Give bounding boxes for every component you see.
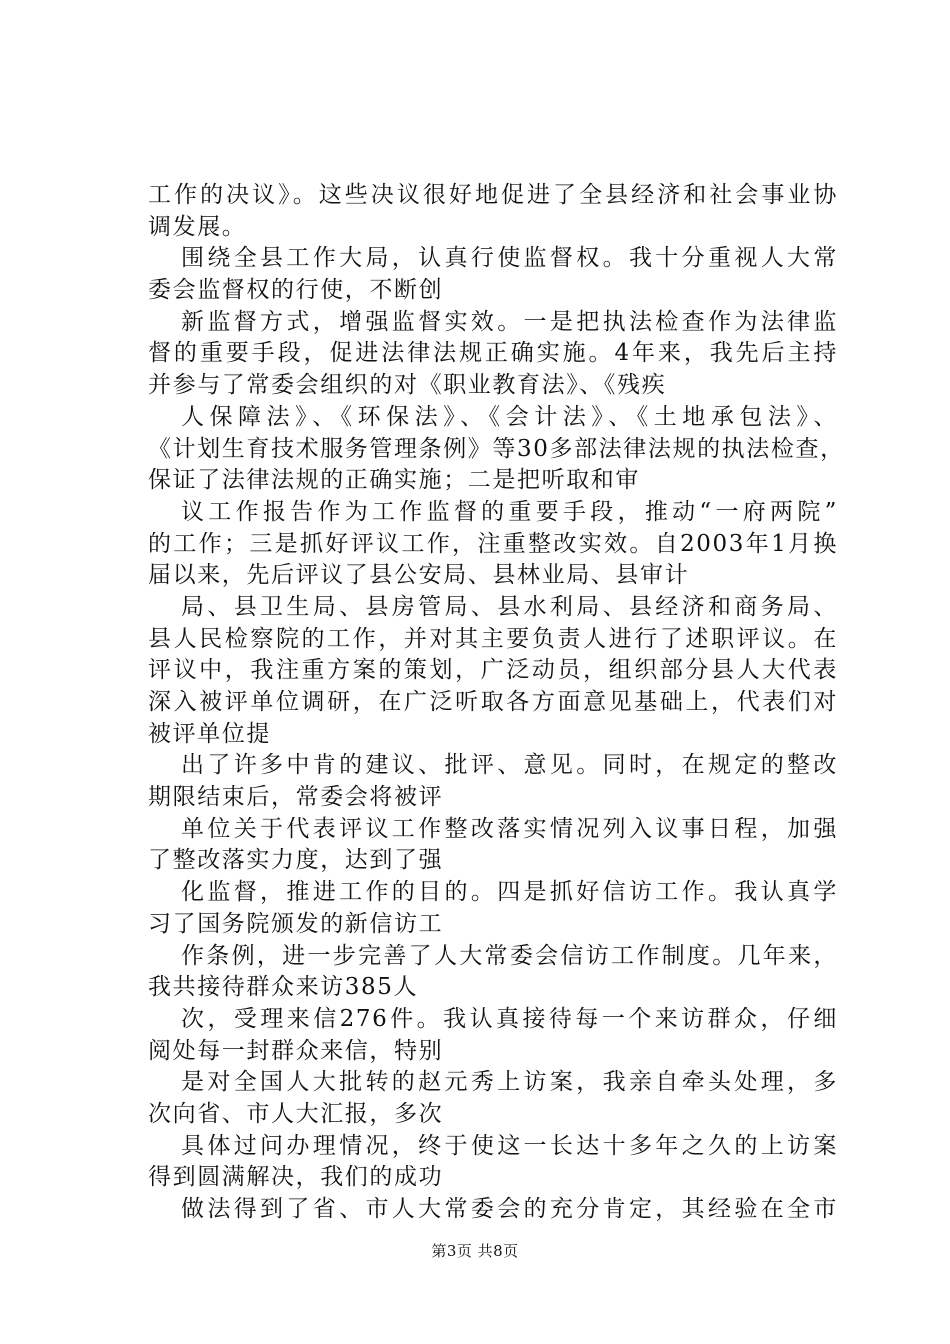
text-line: 出了许多中肯的建议、批评、意见。同时，在规定的整改 bbox=[181, 752, 838, 779]
text-line: 被评单位提 bbox=[148, 720, 271, 747]
text-line: 围绕全县工作大局，认真行使监督权。我十分重视人大常 bbox=[181, 245, 838, 272]
text-line: 习了国务院颁发的新信访工 bbox=[148, 910, 444, 937]
text-line: 我共接待群众来访385人 bbox=[148, 974, 419, 1001]
text-line: 局、县卫生局、县房管局、县水利局、县经济和商务局、 bbox=[181, 593, 838, 620]
text-line: 届以来，先后评议了县公安局、县林业局、县审计 bbox=[148, 562, 690, 589]
text-line: 次向省、市人大汇报，多次 bbox=[148, 1100, 444, 1127]
text-line: 议工作报告作为工作监督的重要手段，推动“一府两院” bbox=[181, 498, 838, 525]
text-line: 督的重要手段，促进法律法规正确实施。4年来，我先后主持 bbox=[148, 340, 838, 367]
text-line: 县人民检察院的工作，并对其主要负责人进行了述职评议。在 bbox=[148, 625, 838, 652]
text-line: 了整改落实力度，达到了强 bbox=[148, 847, 444, 874]
text-line: 新监督方式，增强监督实效。一是把执法检查作为法律监 bbox=[181, 308, 838, 335]
text-line: 并参与了常委会组织的对《职业教育法》、《残疾 bbox=[148, 372, 667, 399]
text-line: 调发展。 bbox=[148, 213, 247, 240]
text-line: 的工作；三是抓好评议工作，注重整改实效。自2003年1月换 bbox=[148, 530, 838, 557]
document-body bbox=[148, 180, 845, 1226]
text-line: 阅处每一封群众来信，特别 bbox=[148, 1037, 444, 1064]
text-line: 是对全国人大批转的赵元秀上访案，我亲自牵头处理，多 bbox=[181, 1069, 838, 1096]
page-footer bbox=[0, 1240, 950, 1261]
text-line: 委会监督权的行使，不断创 bbox=[148, 277, 444, 304]
text-line: 期限结束后，常委会将被评 bbox=[148, 784, 444, 811]
text-line: 单位关于代表评议工作整改落实情况列入议事日程，加强 bbox=[181, 815, 838, 842]
text-line: 《计划生育技术服务管理条例》等30多部法律法规的执法检查， bbox=[148, 435, 845, 462]
text-line: 工作的决议》。这些决议很好地促进了全县经济和社会事业协 bbox=[148, 182, 838, 208]
text-line: 评议中，我注重方案的策划，广泛动员，组织部分县人大代表 bbox=[148, 657, 838, 684]
text-line: 化监督，推进工作的目的。四是抓好信访工作。我认真学 bbox=[181, 879, 838, 906]
text-line: 次，受理来信276件。我认真接待每一个来访群众，仔细 bbox=[181, 1005, 838, 1032]
text-line: 具体过问办理情况，终于使这一长达十多年之久的上访案 bbox=[181, 1132, 838, 1159]
text-line: 保证了法律法规的正确实施；二是把听取和审 bbox=[148, 467, 640, 494]
text-line: 做法得到了省、市人大常委会的充分肯定，其经验在全市 bbox=[181, 1196, 838, 1222]
text-line: 得到圆满解决，我们的成功 bbox=[148, 1164, 444, 1191]
text-line: 深入被评单位调研，在广泛听取各方面意见基础上，代表们对 bbox=[148, 689, 838, 715]
page-number-label: 第3页 共8页 bbox=[431, 1242, 519, 1260]
text-line: 人保障法》、《环保法》、《会计法》、《土地承包法》、 bbox=[181, 403, 838, 430]
text-line: 作条例，进一步完善了人大常委会信访工作制度。几年来， bbox=[181, 942, 838, 969]
